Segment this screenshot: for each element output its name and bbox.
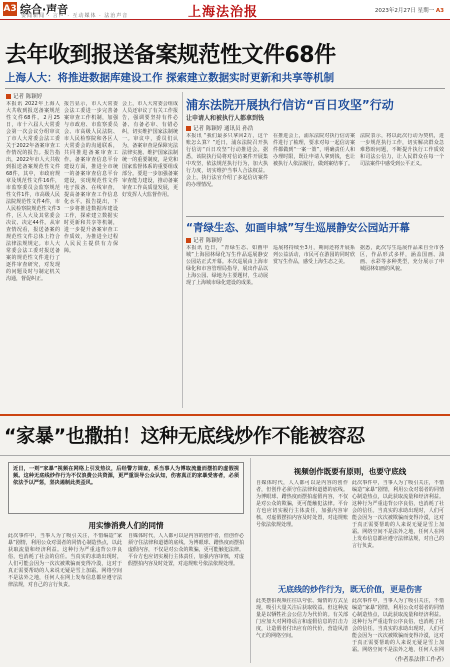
byline-marker-icon <box>186 126 191 131</box>
story2-byline: 记者 陈颖婷 通讯员 孙浩 <box>186 124 253 132</box>
story4-headline: “家暴”也撒拍！这种无底线炒作不能被容忍 <box>4 425 365 447</box>
story3-headline: “青绿生态、如画申城”写生巡展静安公园站开幕 <box>186 222 410 234</box>
story4-author-note: （作者系法律工作者） <box>392 657 448 663</box>
masthead-bar <box>0 0 450 20</box>
story3-column-1: 本报讯 近日，“青绿生态、如画申城”上海园林绿化写生作品巡展静安公园站正式开幕。本次巡展由上海市绿化和市容管理局指导，展出作品以上海公园、绿地为主要题材，生动展现了上海城市绿化建设的成果。 <box>186 245 268 286</box>
story1-headline: 去年收到报送备案规范性文件68件 <box>5 43 336 68</box>
story3-byline: 记者 陈颖婷 <box>186 236 222 244</box>
column-divider <box>250 458 251 663</box>
divider <box>0 455 450 456</box>
story4-column-b-1: 自媒体时代，人人都可以是内容的创作者，但创作必须守住法律和道德的底线。为博眼球、蹭热度而摆拍虚假内容，不仅是对公众的欺骗，更可能触犯法律。平台方也应切实履行主体责任，加强内容审核，对虚假摆拍内容及时处置，对违规账号依法依规处理。 <box>256 480 348 528</box>
story4-column-a-heading: 用实惨消费人们的同情 <box>88 521 164 530</box>
section-subnav: 要闻新闻 · 言声 · 互动媒体 · 法治声音 <box>21 13 129 19</box>
byline-marker-icon <box>6 94 11 99</box>
byline-marker-icon <box>186 238 191 243</box>
story1-subhead: 上海人大：将推进数据库建设工作 探索建立数据实时更新和共享等机制 <box>5 72 335 84</box>
story2-column-1: 本报讯 “我们最多只拿回2万，这个账怎么算？”近日，浦东法院召开执行信访“百日攻坚”行动推进会。据悉，该院执行局将对信访案件开展集中攻坚，依法规范执行行为，加大执行力度，切实维护当事人合法权益。会上，执行法官介绍了多起信访案件的办理情况。 <box>186 133 268 188</box>
story2-headline: 浦东法院开展执行信访“百日攻坚”行动 <box>186 98 394 112</box>
story2-column-2: 在推进会上，浦东法院对执行信访案件进行了梳理，要求对每一起信访案件都做到“一案一策”，明确责任人和办理时限，既让申请人拿到钱，也让被执行人依法履行，做到案结事了。 <box>273 133 355 167</box>
divider <box>5 88 445 89</box>
story2-column-3: 法院表示，将以此次行动为契机，进一步规范执行工作，切实解决群众急难愁盼问题，不断提升执行工作质效和司法公信力，让人民群众在每一个司法案件中感受到公平正义。 <box>360 133 444 167</box>
story4-column-c-heading: 无底线的炒作行为，既无价值，更是伤害 <box>278 585 422 594</box>
story1-column-1: 本报讯 2022年上海人大共收到报送备案规范性文件68件。2月25日，市十六届人大常委会第一次会议分组审议了市人大常委会法工委关于2022年备案审查工作情况的报告。报告指出，2022年市人大共收到报送备案规范性文件68件，其中，市政府规章及规范性文件16件，市监察委员会监察规范性文件1件，市高级人民法院规范性文件4件，市人民检察院规范性文件3件，区人大及其常委会决议、决定44件。从审查情况看，报送备案的规范性文件总体上符合法律法规规定。市人大常委会法工委对报送备案的规范性文件进行了逐件审查研究，对发现的问题及时与制定机关沟通，督促纠正。 <box>6 101 60 282</box>
section-title: 综合·声音 <box>20 3 69 16</box>
story4-column-c-2: 此次事件中，当事人为了吸引关注，不惜编造“家暴”剧情，利用公众对弱者的同情心制造热点，以此获取流量和经济利益。这种行为严重违背公序良俗，也消耗了社会的信任。当真实的求助出现时，人们可能会因为一次次被欺骗而变得冷漠，这对于真正需要帮助的人来说无疑是雪上加霜。网络空间不是法外之地，任何人在网 <box>352 598 444 652</box>
story4-column-b-heading: 视频创作既要有原则，也要守底线 <box>293 467 407 476</box>
story4-column-c-1: 此类摆拍视频往往以夸张、煽情的方式呈现，吸引大量关注后获取收益。但这种流量是以牺牲社会公信力为代价的。有关部门应加大对网络谣言和虚假信息的打击力度，让造假者付出应有的代价，营造风清气正的网络空间。 <box>256 598 348 639</box>
paper-logo: 上海法治报 <box>188 5 259 20</box>
story1-byline: 记者 陈颖婷 <box>6 92 42 100</box>
story4-column-a-2: 自媒体时代，人人都可以是内容的创作者，但创作必须守住法律和道德的底线。为博眼球、蹭热度而摆拍虚假内容，不仅是对公众的欺骗，更可能触犯法律。平台方也应切实履行主体责任，加强内容审核，对虚假摆拍内容及时处置，对违规账号依法依规处理。 <box>128 533 244 567</box>
story4-summary: 近日，一则“家暴”视频在网络上引发热议，后经警方调查，系当事人为博取流量而摆拍的虚假视频。这种无底线炒作行为不仅浪费公共资源，更严重误导公众认知，伤害真正的家暴受害者，必须依法予以严惩，坚决遏制此类歪风。 <box>13 466 239 486</box>
section-band <box>0 414 450 416</box>
story1-column-2: 报告显示，市人大常委会法工委进一步完善备案审查工作机制，加强与市政府、市监察委员会、市高级人民法院、市人民检察院和各区人大常委会的沟通联系，共同推进备案审查工作。备案审查信息平台建设方面，推进全市统一的备案审查信息平台建设，实现规范性文件电子报备、在线审查，提高备案审查工作信息化水平。报告提出，下一步将推进数据库建设工作，探索建立数据实时更新和共享等机制，进一步提升备案审查工作质效，为推进全过程人民民主提供有力保障。 <box>64 101 118 254</box>
issue-date: 2023年2月27日 星期一 A3 <box>374 8 444 14</box>
story3-column-2: 巡展将持续至3月，期间还将开展系列公益活动，市民可在游园的同时欣赏写生作品，感受上海生态之美。 <box>273 245 355 265</box>
page-number-badge: A3 <box>3 4 17 14</box>
story4-column-b-2: 此次事件中，当事人为了吸引关注，不惜编造“家暴”剧情，利用公众对弱者的同情心制造热点，以此获取流量和经济利益。这种行为严重违背公序良俗，也消耗了社会的信任。当真实的求助出现时，人们可能会因为一次次被欺骗而变得冷漠，这对于真正需要帮助的人来说无疑是雪上加霜。网络空间不是法外之地，任何人在网上发布信息都应遵守法律法规，对自己的言行负责。 <box>352 480 444 549</box>
story2-subhead: 让申请人和被执行人都拿到钱 <box>186 115 265 122</box>
story4-column-a-1: 此次事件中，当事人为了吸引关注，不惜编造“家暴”剧情，利用公众对弱者的同情心制造热点，以此获取流量和经济利益。这种行为严重违背公序良俗，也消耗了社会的信任。当真实的求助出现时，人们可能会因为一次次被欺骗而变得冷漠，这对于真正需要帮助的人来说无疑是雪上加霜。网络空间不是法外之地，任何人在网上发布信息都应遵守法律法规，对自己的言行负责。 <box>8 533 122 588</box>
story3-column-3: 据悉，此次写生巡展作品来自全市各区，作品形式多样，涵盖国画、油画、水彩等多种类型，充分展示了申城园林如画的风貌。 <box>360 245 444 272</box>
story1-column-3: 会上，市人大常委会组成人员还审议了有关工作报告，强调要坚持有件必备、有备必审、有错必纠，切实维护国家法制统一。审议中，委员们认为，备案审查是保障宪法法律实施、维护国家法制统一的重要制度，是党和国家监督体系的重要组成部分。要进一步加强备案审查能力建设，推动备案审查工作高质量发展，更好发挥人大监督作用。 <box>122 101 178 198</box>
story4-summary-box <box>8 462 244 514</box>
column-divider <box>182 92 183 408</box>
divider <box>186 216 444 217</box>
